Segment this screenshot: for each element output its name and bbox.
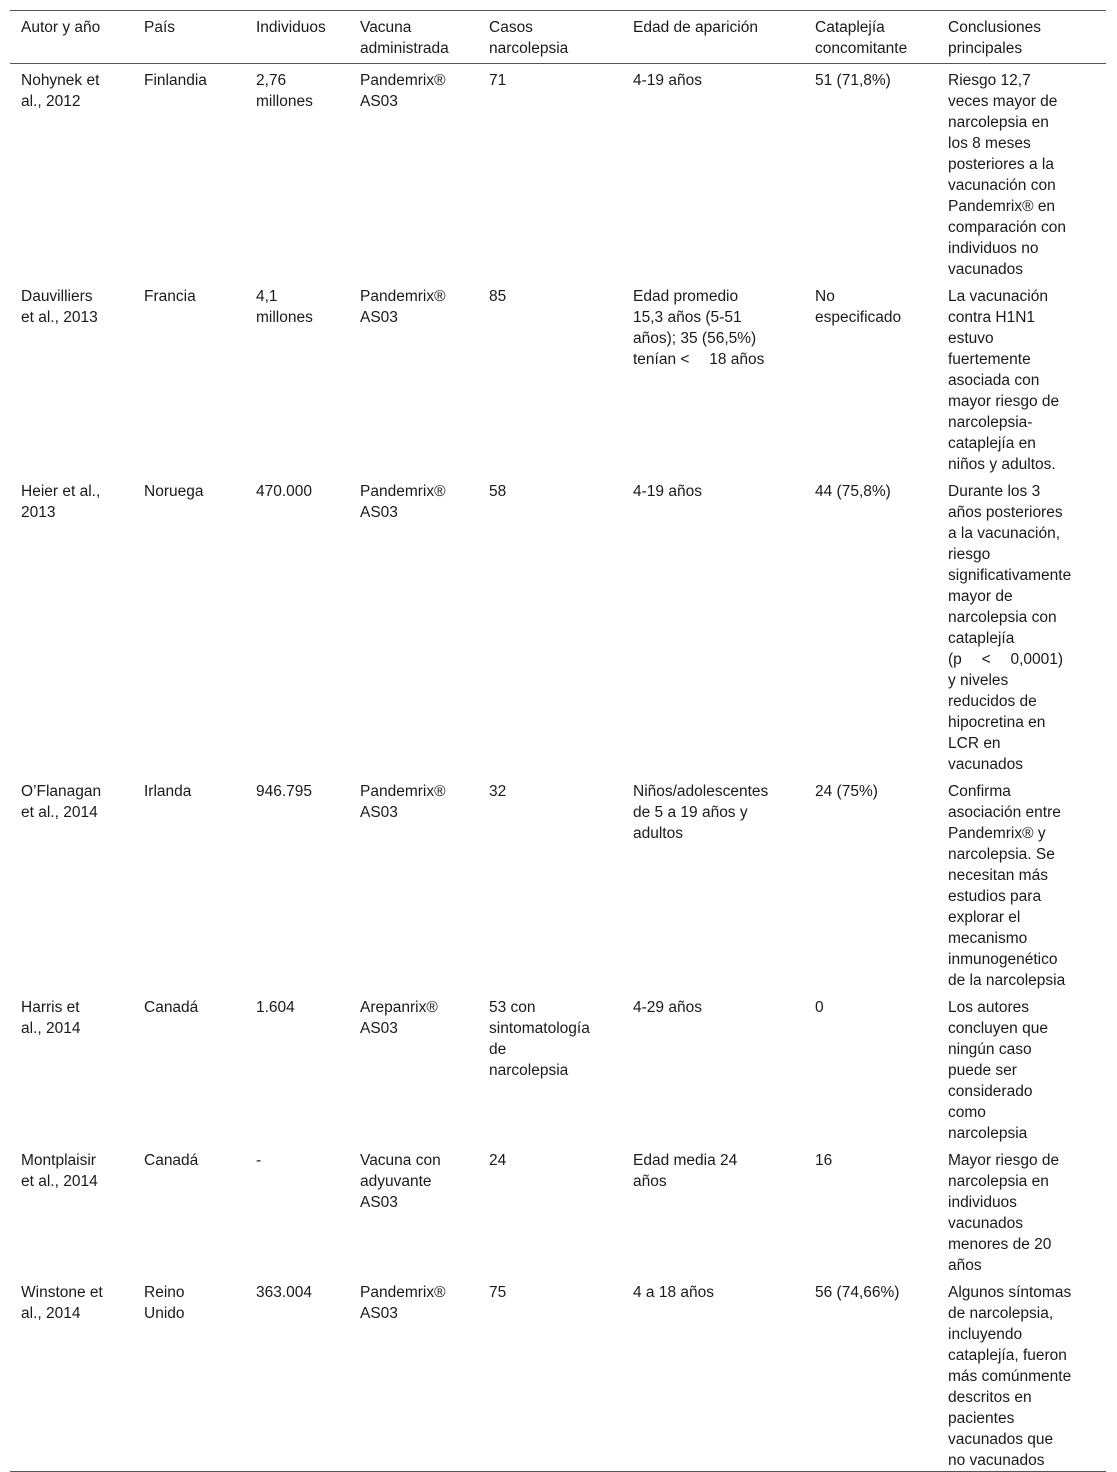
table-row <box>10 475 1106 775</box>
cell-cataplejia: 44 (75,8%) <box>815 483 891 500</box>
cell-conclusiones: Los autores concluyen que ningún caso puede ser considerado como narcolepsia <box>948 999 1048 1142</box>
cell-pais: Canadá <box>144 1152 199 1169</box>
cell-vacuna: Pandemrix® AS03 <box>360 288 446 326</box>
cell-pais: Noruega <box>144 483 204 500</box>
table-row <box>10 775 1106 991</box>
cell-individuos: - <box>256 1152 262 1169</box>
table-header <box>10 11 1106 64</box>
cell-cataplejia: 0 <box>815 999 824 1016</box>
table-row <box>10 991 1106 1144</box>
header-cataplejia: Cataplejía concomitante <box>815 19 908 57</box>
cell-autor: Harris et al., 2014 <box>21 999 81 1037</box>
cell-individuos: 4,1 millones <box>256 288 313 326</box>
cell-autor: Heier et al., 2013 <box>21 483 101 521</box>
cell-casos: 85 <box>489 288 507 305</box>
cell-vacuna: Vacuna con adyuvante AS03 <box>360 1152 441 1211</box>
cell-casos: 24 <box>489 1152 507 1169</box>
cell-pais: Irlanda <box>144 783 192 800</box>
cell-edad: 4 a 18 años <box>633 1284 715 1301</box>
cell-edad: Edad promedio 15,3 años (5-51 años); 35 (56,5%) tenían < 18 años <box>633 288 765 368</box>
cell-conclusiones: Durante los 3 años posteriores a la vacunación, riesgo significativamente mayor de narcolepsia con cataplejía (p < 0,0001) y niveles reducidos de hipocretina en LCR en vacunados <box>948 483 1072 773</box>
cell-cataplejia: No especificado <box>815 288 902 326</box>
cell-casos: 32 <box>489 783 507 800</box>
cell-edad: Niños/adolescentes de 5 a 19 años y adultos <box>633 783 769 842</box>
studies-table <box>10 10 1106 1472</box>
cell-cataplejia: 16 <box>815 1152 833 1169</box>
cell-pais: Finlandia <box>144 72 207 89</box>
cell-conclusiones: La vacunación contra H1N1 estuvo fuertemente asociada con mayor riesgo de narcolepsia- cataplejía en niños y adultos. <box>948 288 1060 473</box>
cell-conclusiones: Algunos síntomas de narcolepsia, incluyendo cataplejía, fueron más comúnmente descritos en pacientes vacunados que no vacunados <box>948 1284 1072 1469</box>
cell-autor: Winstone et al., 2014 <box>21 1284 103 1322</box>
table-body <box>10 64 1106 1472</box>
table-row <box>10 64 1106 281</box>
cell-vacuna: Pandemrix® AS03 <box>360 483 446 521</box>
cell-autor: Montplaisir et al., 2014 <box>21 1152 98 1190</box>
header-individuos: Individuos <box>256 19 326 36</box>
cell-edad: 4-19 años <box>633 483 702 500</box>
cell-autor: Nohynek et al., 2012 <box>21 72 100 110</box>
table-row <box>10 1144 1106 1276</box>
header-row <box>10 11 1106 64</box>
cell-individuos: 363.004 <box>256 1284 313 1301</box>
header-autor: Autor y año <box>21 19 101 36</box>
cell-edad: 4-29 años <box>633 999 702 1016</box>
cell-cataplejia: 56 (74,66%) <box>815 1284 900 1301</box>
cell-conclusiones: Confirma asociación entre Pandemrix® y narcolepsia. Se necesitan más estudios para explorar el mecanismo inmunogenético de la narcolepsia <box>948 783 1066 989</box>
cell-casos: 58 <box>489 483 507 500</box>
cell-vacuna: Pandemrix® AS03 <box>360 783 446 821</box>
cell-autor: O’Flanagan et al., 2014 <box>21 783 102 821</box>
cell-conclusiones: Mayor riesgo de narcolepsia en individuos vacunados menores de 20 años <box>948 1152 1060 1274</box>
cell-individuos: 470.000 <box>256 483 313 500</box>
cell-casos: 71 <box>489 72 507 89</box>
header-vacuna: Vacuna administrada <box>360 19 449 57</box>
cell-edad: Edad media 24 años <box>633 1152 738 1190</box>
cell-casos: 53 con sintomatología de narcolepsia <box>489 999 590 1079</box>
cell-vacuna: Pandemrix® AS03 <box>360 1284 446 1322</box>
table-row <box>10 280 1106 475</box>
cell-casos: 75 <box>489 1284 507 1301</box>
studies-table-container <box>10 10 1106 1472</box>
header-casos: Casos narcolepsia <box>489 19 569 57</box>
cell-conclusiones: Riesgo 12,7 veces mayor de narcolepsia en los 8 meses posteriores a la vacunación con Pandemrix® en comparación con individuos no vacunados <box>948 72 1067 278</box>
header-pais: País <box>144 19 176 36</box>
cell-edad: 4-19 años <box>633 72 702 89</box>
cell-individuos: 2,76 millones <box>256 72 313 110</box>
cell-vacuna: Pandemrix® AS03 <box>360 72 446 110</box>
cell-cataplejia: 51 (71,8%) <box>815 72 891 89</box>
cell-pais: Reino Unido <box>144 1284 185 1322</box>
cell-pais: Francia <box>144 288 196 305</box>
header-edad: Edad de aparición <box>633 19 758 36</box>
header-conclusiones: Conclusiones principales <box>948 19 1042 57</box>
cell-autor: Dauvilliers et al., 2013 <box>21 288 98 326</box>
table-row <box>10 1276 1106 1472</box>
cell-cataplejia: 24 (75%) <box>815 783 878 800</box>
cell-individuos: 946.795 <box>256 783 313 800</box>
cell-pais: Canadá <box>144 999 199 1016</box>
cell-individuos: 1.604 <box>256 999 295 1016</box>
cell-vacuna: Arepanrix® AS03 <box>360 999 438 1037</box>
